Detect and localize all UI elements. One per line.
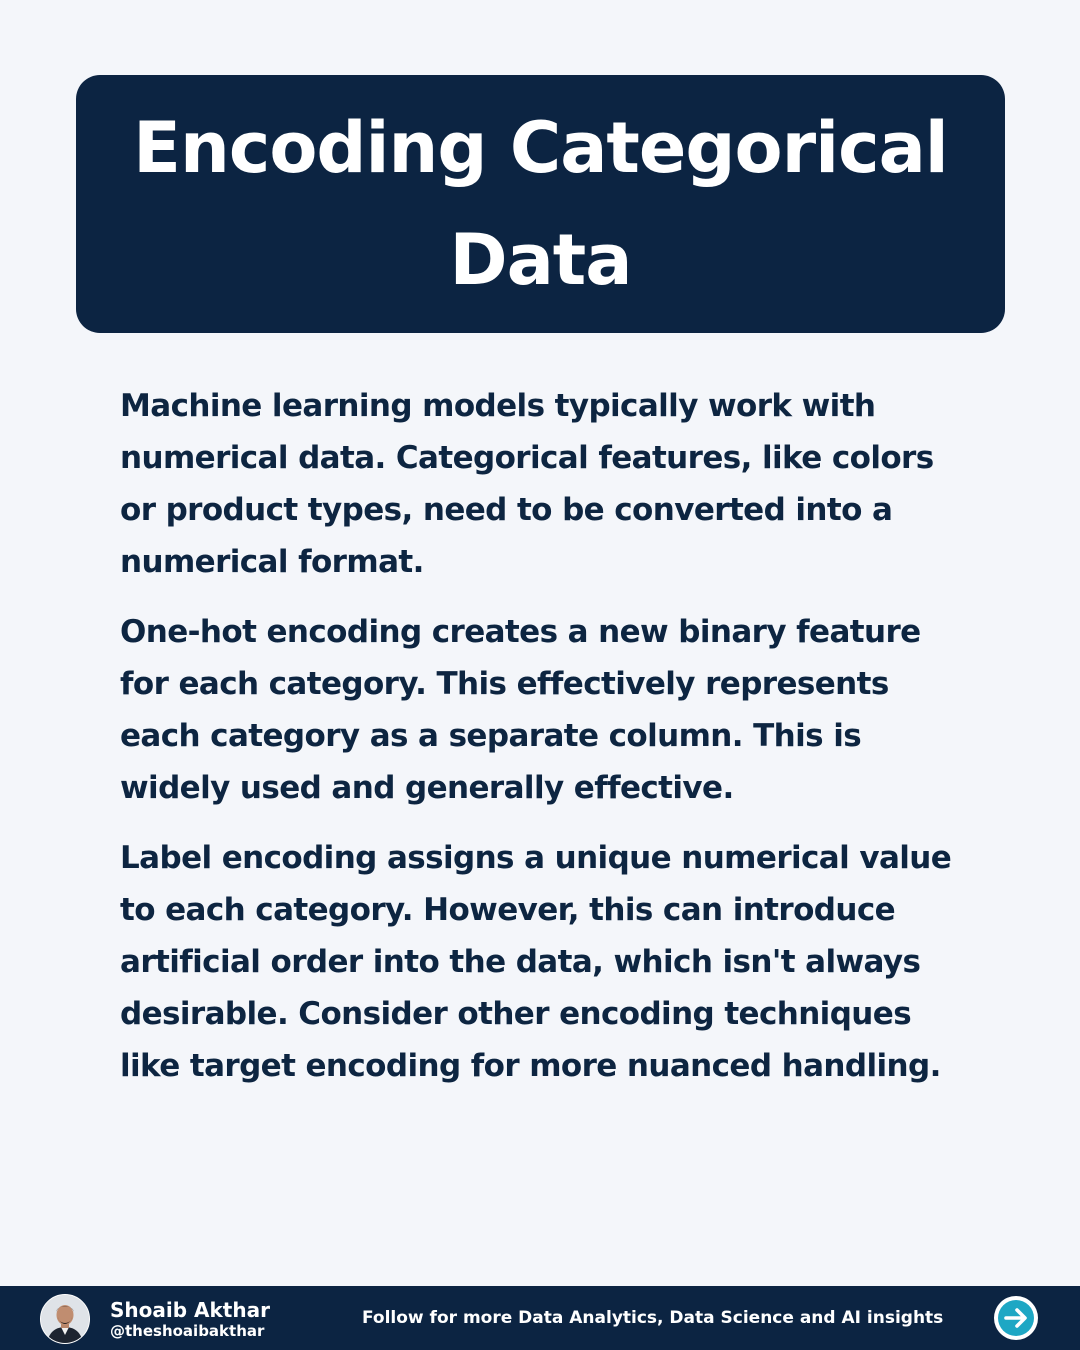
next-button[interactable]: [992, 1294, 1040, 1342]
paragraph-one-hot: One-hot encoding creates a new binary feature for each category. This effectively represents each category as a separate column. This is widely used and generally effective.: [120, 614, 921, 806]
person-avatar-icon: [41, 1295, 89, 1343]
author-name: Shoaib Akthar: [110, 1298, 270, 1322]
paragraph-label-encoding: Label encoding assigns a unique numerical value to each category. However, this can introduce artificial order into the data, which isn't always desirable. Consider other encoding techniques like target encoding for more nuanced handling.: [120, 840, 952, 1084]
title-card: [76, 75, 1005, 333]
footer-bar: [0, 1286, 1080, 1350]
follow-cta: Follow for more Data Analytics, Data Science and AI insights: [362, 1308, 944, 1328]
paragraph-intro: Machine learning models typically work with numerical data. Categorical features, like colors or product types, need to be converted into a numerical format.: [120, 388, 934, 580]
avatar: [40, 1294, 90, 1344]
author-handle: @theshoaibakthar: [110, 1322, 265, 1340]
arrow-right-circle-icon: [992, 1294, 1040, 1342]
content-body: [120, 380, 970, 1110]
page-title: Encoding Categorical Data: [133, 107, 948, 301]
